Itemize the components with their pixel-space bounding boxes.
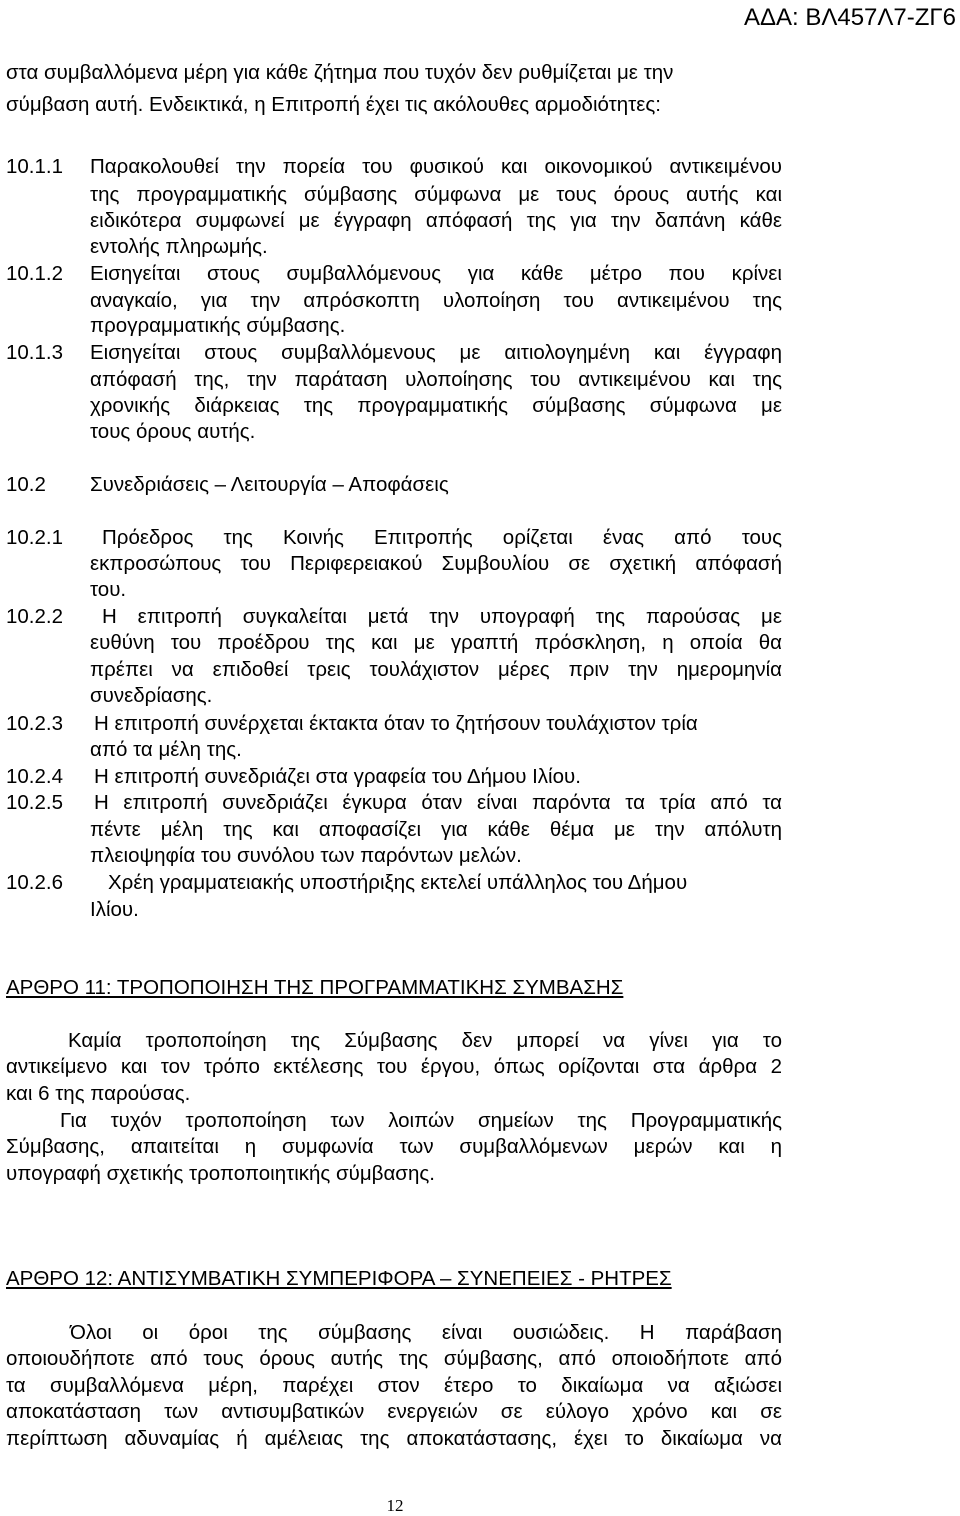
item-line: εκπροσώπους του Περιφερειακού Συμβουλίου σε σχετική απόφασή — [90, 552, 782, 575]
item-line: Η επιτροπή συγκαλείται μετά την υπογραφή της παρούσας με — [102, 605, 782, 628]
item-number: 10.1.1 — [6, 155, 63, 178]
item-line: τους όρους αυτής. — [90, 420, 256, 443]
item-line: της προγραμματικής σύμβασης σύμφωνα με τους όρους αυτής και — [90, 183, 782, 206]
item-line: συνεδρίασης. — [90, 684, 213, 707]
item-line: ειδικότερα συμφωνεί με έγγραφη απόφασή της για την δαπάνη κάθε — [90, 209, 782, 232]
item-line: Πρόεδρος της Κοινής Επιτροπής ορίζεται ένας από τους — [102, 526, 782, 549]
item-line: Χρέη γραμματειακής υποστήριξης εκτελεί υπάλληλος του Δήμου — [108, 871, 688, 894]
page-number: 12 — [386, 1496, 404, 1515]
item-line: Η επιτροπή συνεδριάζει στα γραφεία του Δήμου Ιλίου. — [94, 765, 581, 788]
item-line: χρονικής διάρκειας της προγραμματικής σύμβασης σύμφωνα με — [90, 394, 782, 417]
item-line: Η επιτροπή συνεδριάζει έγκυρα όταν είναι παρόντα τα τρία από τα — [94, 791, 782, 814]
item-line: ευθύνη του προέδρου της και με γραπτή πρόσκληση, η οποία θα — [90, 631, 782, 654]
section-number: 10.2 — [6, 473, 46, 496]
item-number: 10.2.6 — [6, 871, 63, 894]
article-heading: ΑΡΘΡΟ 12: ΑΝΤΙΣΥΜΒΑΤΙΚΗ ΣΥΜΠΕΡΙΦΟΡΑ – ΣΥΝΕΠΕΙΕΣ - ΡΗΤΡΕΣ — [6, 1267, 672, 1290]
paragraph-line: Σύμβασης, απαιτείται η συμφωνία των συμβαλλόμενων μερών και η — [6, 1135, 782, 1158]
ada-code: ΑΔΑ: ΒΛ457Λ7-ΖΓ6 — [743, 4, 956, 31]
paragraph-line: περίπτωση αδυναμίας ή αμέλειας της αποκατάστασης, έχει το δικαίωμα να — [6, 1427, 782, 1450]
item-line: Η επιτροπή συνέρχεται έκτακτα όταν το ζητήσουν τουλάχιστον τρία — [94, 712, 698, 735]
item-line: από τα μέλη της. — [90, 738, 242, 761]
intro-line: στα συμβαλλόμενα μέρη για κάθε ζήτημα που τυχόν δεν ρυθμίζεται με την — [6, 61, 674, 84]
paragraph-line: Καμία τροποποίηση της Σύμβασης δεν μπορεί να γίνει για το — [68, 1029, 782, 1052]
item-number: 10.2.3 — [6, 712, 63, 735]
paragraph-line: αποκατάσταση των αντισυμβατικών ενεργειών σε εύλογο χρόνο και σε — [6, 1400, 782, 1423]
paragraph-line: υπογραφή σχετικής τροποποιητικής σύμβασης. — [6, 1162, 435, 1185]
item-line: Εισηγείται στους συμβαλλόμενους για κάθε μέτρο που κρίνει — [90, 262, 782, 285]
item-line: εντολής πληρωμής. — [90, 235, 268, 258]
paragraph-line: Όλοι οι όροι της σύμβασης είναι ουσιώδεις. Η παράβαση — [70, 1321, 782, 1344]
item-line: πέντε μέλη της και αποφασίζει για κάθε θέμα με την απόλυτη — [90, 818, 782, 841]
item-line: προγραμματικής σύμβασης. — [90, 314, 346, 337]
item-number: 10.1.2 — [6, 262, 63, 285]
intro-line: σύμβαση αυτή. Ενδεικτικά, η Επιτροπή έχει τις ακόλουθες αρμοδιότητες: — [6, 93, 661, 116]
article-heading: ΑΡΘΡΟ 11: ΤΡΟΠΟΠΟΙΗΣΗ ΤΗΣ ΠΡΟΓΡΑΜΜΑΤΙΚΗΣ ΣΥΜΒΑΣΗΣ — [6, 976, 624, 999]
paragraph-line: Για τυχόν τροποποίηση των λοιπών σημείων της Προγραμματικής — [60, 1109, 782, 1132]
item-line: αναγκαίο, για την απρόσκοπτη υλοποίηση του αντικειμένου της — [90, 289, 782, 312]
item-line: πρέπει να επιδοθεί τρεις τουλάχιστον μέρες πριν την ημερομηνία — [90, 658, 782, 681]
item-number: 10.1.3 — [6, 341, 63, 364]
item-number: 10.2.5 — [6, 791, 63, 814]
item-number: 10.2.4 — [6, 765, 63, 788]
paragraph-line: τα συμβαλλόμενα μέρη, παρέχει στον έτερο το δικαίωμα να αξιώσει — [6, 1374, 782, 1397]
section-heading: Συνεδριάσεις – Λειτουργία – Αποφάσεις — [90, 473, 449, 496]
paragraph-line: οποιουδήποτε από τους όρους αυτής της σύμβασης, από οποιοδήποτε από — [6, 1347, 782, 1370]
paragraph-line: αντικείμενο και τον τρόπο εκτέλεσης του έργου, όπως ορίζονται στα άρθρα 2 — [6, 1055, 782, 1078]
item-number: 10.2.1 — [6, 526, 63, 549]
item-line: απόφασή της, την παράταση υλοποίησης του αντικειμένου και της — [90, 368, 782, 391]
item-line: πλειοψηφία του συνόλου των παρόντων μελών. — [90, 844, 522, 867]
item-line: Εισηγείται στους συμβαλλόμενους με αιτιολογημένη και έγγραφη — [90, 341, 782, 364]
item-line: Ιλίου. — [90, 898, 139, 921]
item-line: του. — [90, 578, 127, 601]
item-number: 10.2.2 — [6, 605, 63, 628]
paragraph-line: και 6 της παρούσας. — [6, 1082, 191, 1105]
item-line: Παρακολουθεί την πορεία του φυσικού και οικονομικού αντικειμένου — [90, 155, 782, 178]
